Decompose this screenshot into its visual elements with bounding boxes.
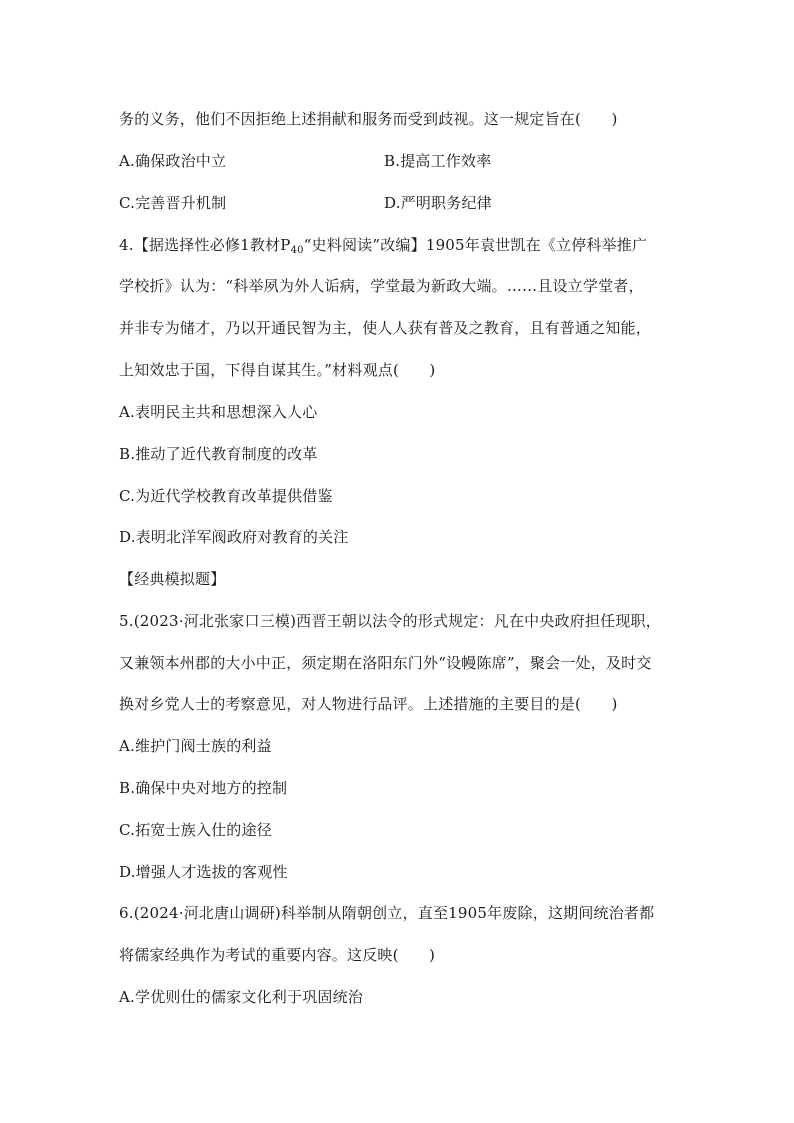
q3-option-b: B.提高工作效率 [384, 152, 492, 170]
q4-stem-line-1-pre: 4.【据选择性必修1教材P [119, 236, 291, 254]
q6-option-a: A.学优则仕的儒家文化利于巩固统治 [119, 988, 364, 1006]
q5-option-b: B.确保中央对地方的控制 [119, 779, 288, 797]
q3-option-a: A.确保政治中立 [119, 152, 227, 170]
q5-stem-line-2: 又兼领本州郡的大小中正，须定期在洛阳东门外“设幔陈席”，聚会一处，及时交 [119, 654, 652, 672]
q4-stem-line-2: 学校折》认为：“科举夙为外人诟病，学堂最为新政大端。……且设立学堂者， [119, 277, 644, 295]
q4-stem-line-1-post: “史料阅读”改编】1905年袁世凯在《立停科举推广 [303, 236, 648, 254]
q4-stem-line-4: 上知效忠于国，下得自谋其生。”材料观点( ) [119, 361, 436, 379]
q4-option-b: B.推动了近代教育制度的改革 [119, 445, 318, 463]
q3-option-d: D.严明职务纪律 [384, 194, 492, 212]
q5-stem-line-3: 换对乡党人士的考察意见，对人物进行品评。上述措施的主要目的是( ) [119, 695, 618, 713]
q3-option-c: C.完善晋升机制 [119, 194, 227, 212]
section-heading: 【经典模拟题】 [119, 570, 226, 588]
q4-option-d: D.表明北洋军阀政府对教育的关注 [119, 528, 349, 546]
q6-stem-line-2: 将儒家经典作为考试的重要内容。这反映( ) [119, 946, 436, 964]
q5-option-d: D.增强人才选拔的客观性 [119, 863, 288, 881]
q4-option-a: A.表明民主共和思想深入人心 [119, 403, 318, 421]
q4-stem-line-3: 并非专为储才，乃以开通民智为主，使人人获有普及之教育，且有普通之知能， [119, 319, 652, 337]
q4-page-subscript: 40 [290, 245, 304, 256]
q6-stem-line-1: 6.(2024·河北唐山调研)科举制从隋朝创立，直至1905年废除，这期间统治者都 [119, 904, 655, 922]
q5-stem-line-1: 5.(2023·河北张家口三模)西晋王朝以法令的形式规定：凡在中央政府担任现职， [119, 612, 661, 630]
q5-option-c: C.拓宽士族入仕的途径 [119, 821, 272, 839]
q3-stem-tail: 务的义务，他们不因拒绝上述捐献和服务而受到歧视。这一规定旨在( ) [119, 110, 618, 128]
q5-option-a: A.维护门阀士族的利益 [119, 737, 272, 755]
q4-option-c: C.为近代学校教育改革提供借鉴 [119, 487, 333, 505]
q4-stem-line-1 [119, 235, 647, 261]
